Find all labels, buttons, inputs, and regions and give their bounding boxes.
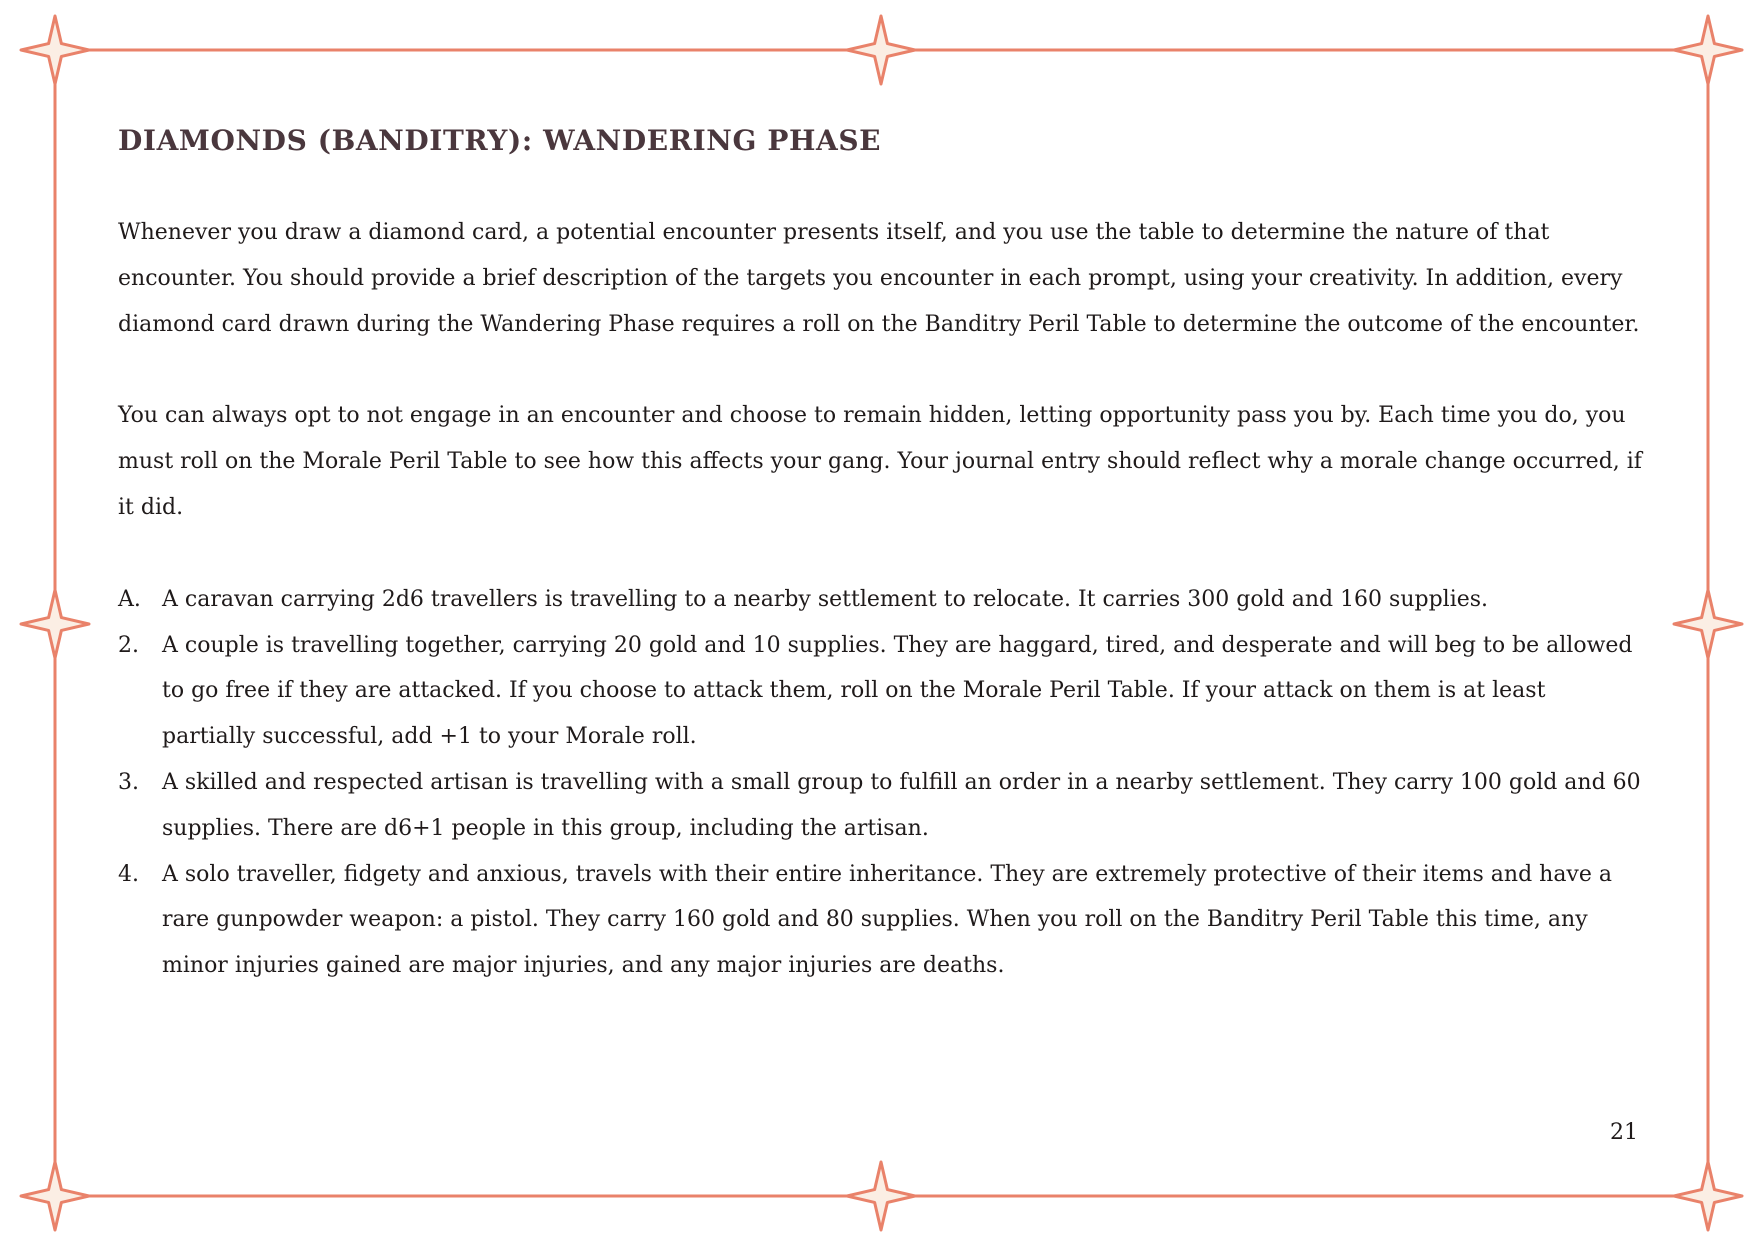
star-bottom-right-icon (1674, 1162, 1742, 1230)
list-item (118, 623, 1643, 760)
star-top-left-icon (21, 16, 89, 84)
star-middle-left-icon (21, 590, 89, 658)
list-item-text: A caravan carrying 2d6 travellers is travelling to a nearby settlement to relocate. It carries 300 gold and 160 supplies. (162, 586, 1489, 612)
morale-paragraph: You can always opt to not engage in an encounter and choose to remain hidden, letting opportunity pass you by. Each time you do, you must roll on the Morale Peril Table to see how this affects your gang. Your journal entry should reflect why a morale change occurred, if it did. (118, 403, 1642, 520)
list-item (118, 852, 1643, 989)
list-marker: 2. (118, 632, 139, 658)
list-item (118, 577, 1643, 623)
star-middle-right-icon (1674, 590, 1742, 658)
list-item (118, 760, 1643, 852)
encounter-list (118, 577, 1643, 989)
list-marker: 3. (118, 769, 139, 795)
list-item-text: A couple is travelling together, carrying 20 gold and 10 supplies. They are haggard, tired, and desperate and will beg to be allowed to go free if they are attacked. If you choose to attack them, roll on the Morale Peril Table. If your attack on them is at least partially successful, add +1 to your Morale roll. (162, 632, 1633, 750)
list-marker: A. (118, 586, 141, 612)
page-title: DIAMONDS (BANDITRY): WANDERING PHASE (118, 124, 882, 157)
list-marker: 4. (118, 861, 139, 887)
page-content (118, 110, 1643, 989)
star-bottom-center-icon (847, 1162, 915, 1230)
star-top-center-icon (847, 16, 915, 84)
star-bottom-left-icon (21, 1162, 89, 1230)
intro-paragraph: Whenever you draw a diamond card, a potential encounter presents itself, and you use the table to determine the nature of that encounter. You should provide a brief description of the targets you encounter in each prompt, using your creativity. In addition, every diamond card drawn during the Wandering Phase requires a roll on the Banditry Peril Table to determine the outcome of the encounter. (118, 220, 1640, 337)
star-top-right-icon (1674, 16, 1742, 84)
list-item-text: A skilled and respected artisan is travelling with a small group to fulfill an order in a nearby settlement. They carry 100 gold and 60 supplies. There are d6+1 people in this group, including the artisan. (162, 769, 1641, 841)
page-number: 21 (1610, 1120, 1638, 1145)
list-item-text: A solo traveller, fidgety and anxious, travels with their entire inheritance. They are extremely protective of their items and have a rare gunpowder weapon: a pistol. They carry 160 gold and 80 supplies. When you roll on the Banditry Peril Table this time, any minor injuries gained are major injuries, and any major injuries are deaths. (162, 861, 1612, 979)
